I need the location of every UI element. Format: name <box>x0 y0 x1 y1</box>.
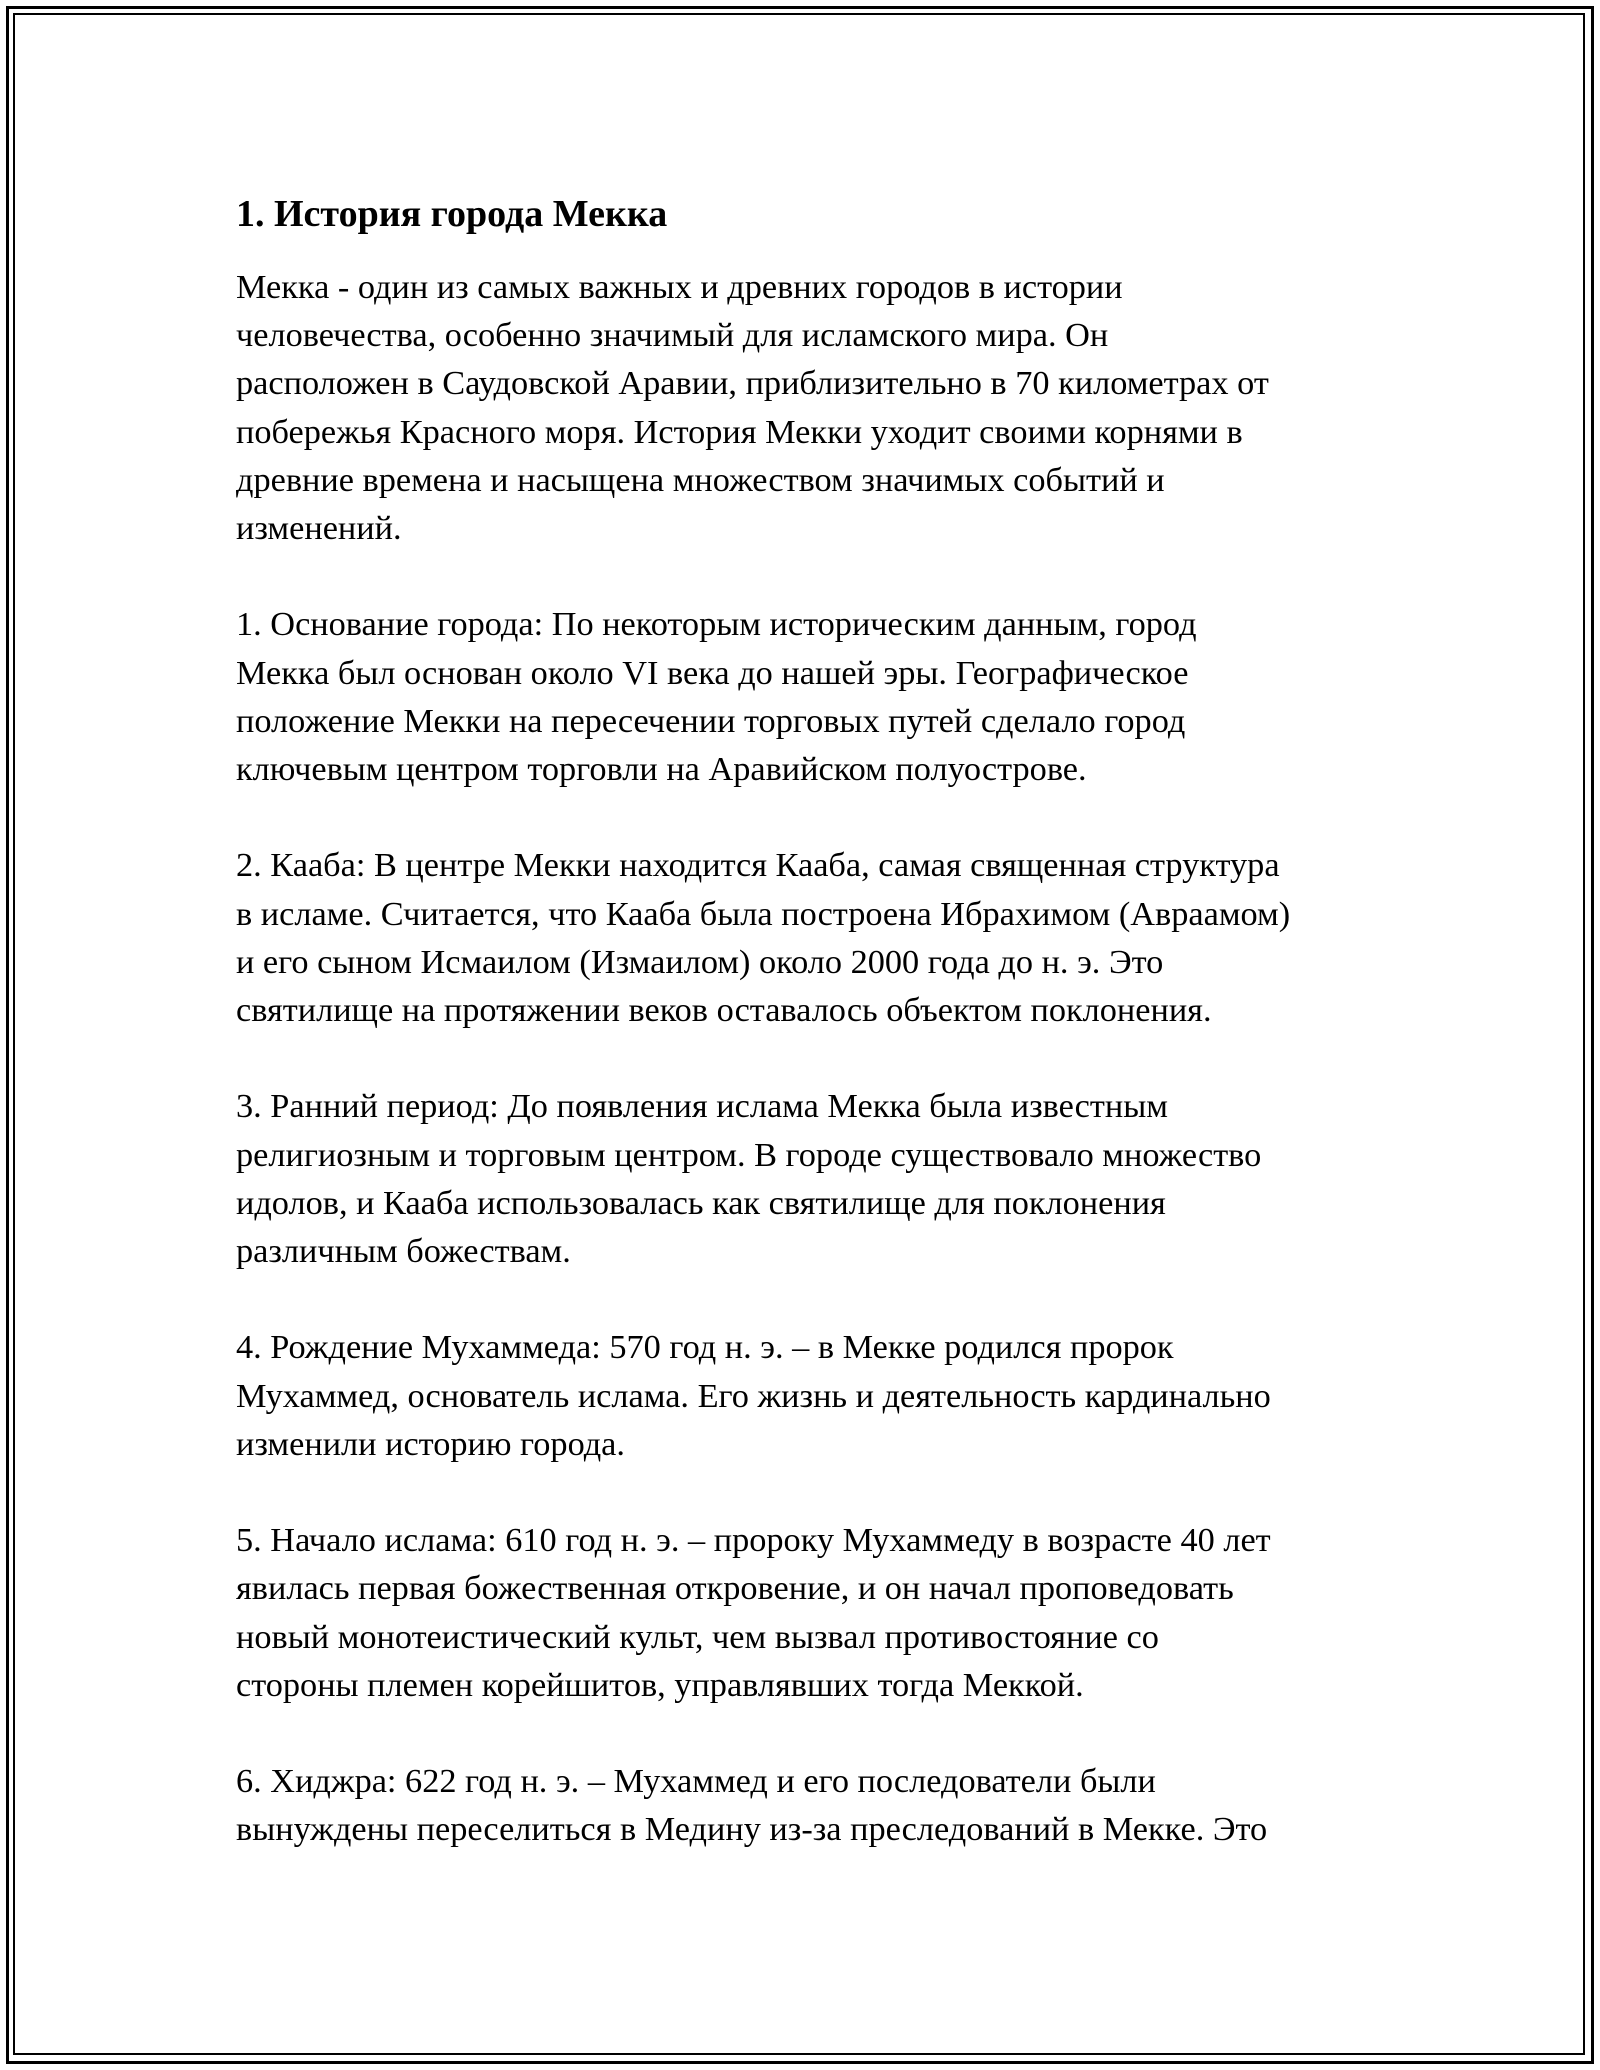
paragraph-early-period: 3. Ранний период: До появления ислама Мекка была известным религиозным и торговым центром. В городе существовало множество идолов, и Кааба использовалась как святилище для поклонения различным божествам. <box>236 1087 1262 1271</box>
paragraph-founding: 1. Основание города: По некоторым историческим данным, город Мекка был основан около VI века до нашей эры. Географическое положение Мекки на пересечении торговых путей сделало город ключевым центром торговли на Аравийском полуострове. <box>236 605 1197 789</box>
paragraph-intro: Мекка - один из самых важных и древних городов в истории человечества, особенно значимый для исламского мира. Он расположен в Саудовской Аравии, приблизительно в 70 километрах от побережья Красного моря. История Мекки уходит своими корнями в древние времена и насыщена множеством значимых событий и изменений. <box>236 268 1269 548</box>
paragraph-kaaba: 2. Кааба: В центре Мекки находится Кааба, самая священная структура в исламе. Считается, что Кааба была построена Ибрахимом (Авраамом) и его сыном Исмаилом (Измаилом) около 2000 года до н. э. Это святилище на протяжении веков оставалось объектом поклонения. <box>236 846 1291 1030</box>
section-title: 1. История города Мекка <box>236 193 668 235</box>
paragraph-beginning-of-islam: 5. Начало ислама: 610 год н. э. – пророку Мухаммеду в возрасте 40 лет явилась первая божественная откровение, и он начал проповедовать новый монотеистический культ, чем вызвал противостояние со стороны племен корейшитов, управлявших тогда Меккой. <box>236 1521 1271 1704</box>
paragraph-hijra: 6. Хиджра: 622 год н. э. – Мухаммед и его последователи были вынуждены переселиться в Медину из-за преследований в Мекке. Это <box>236 1762 1268 1849</box>
paragraph-birth-of-muhammad: 4. Рождение Мухаммеда: 570 год н. э. – в Мекке родился пророк Мухаммед, основатель ислама. Его жизнь и деятельность кардинально изменили историю города. <box>236 1328 1271 1463</box>
document-body <box>236 185 1386 1902</box>
